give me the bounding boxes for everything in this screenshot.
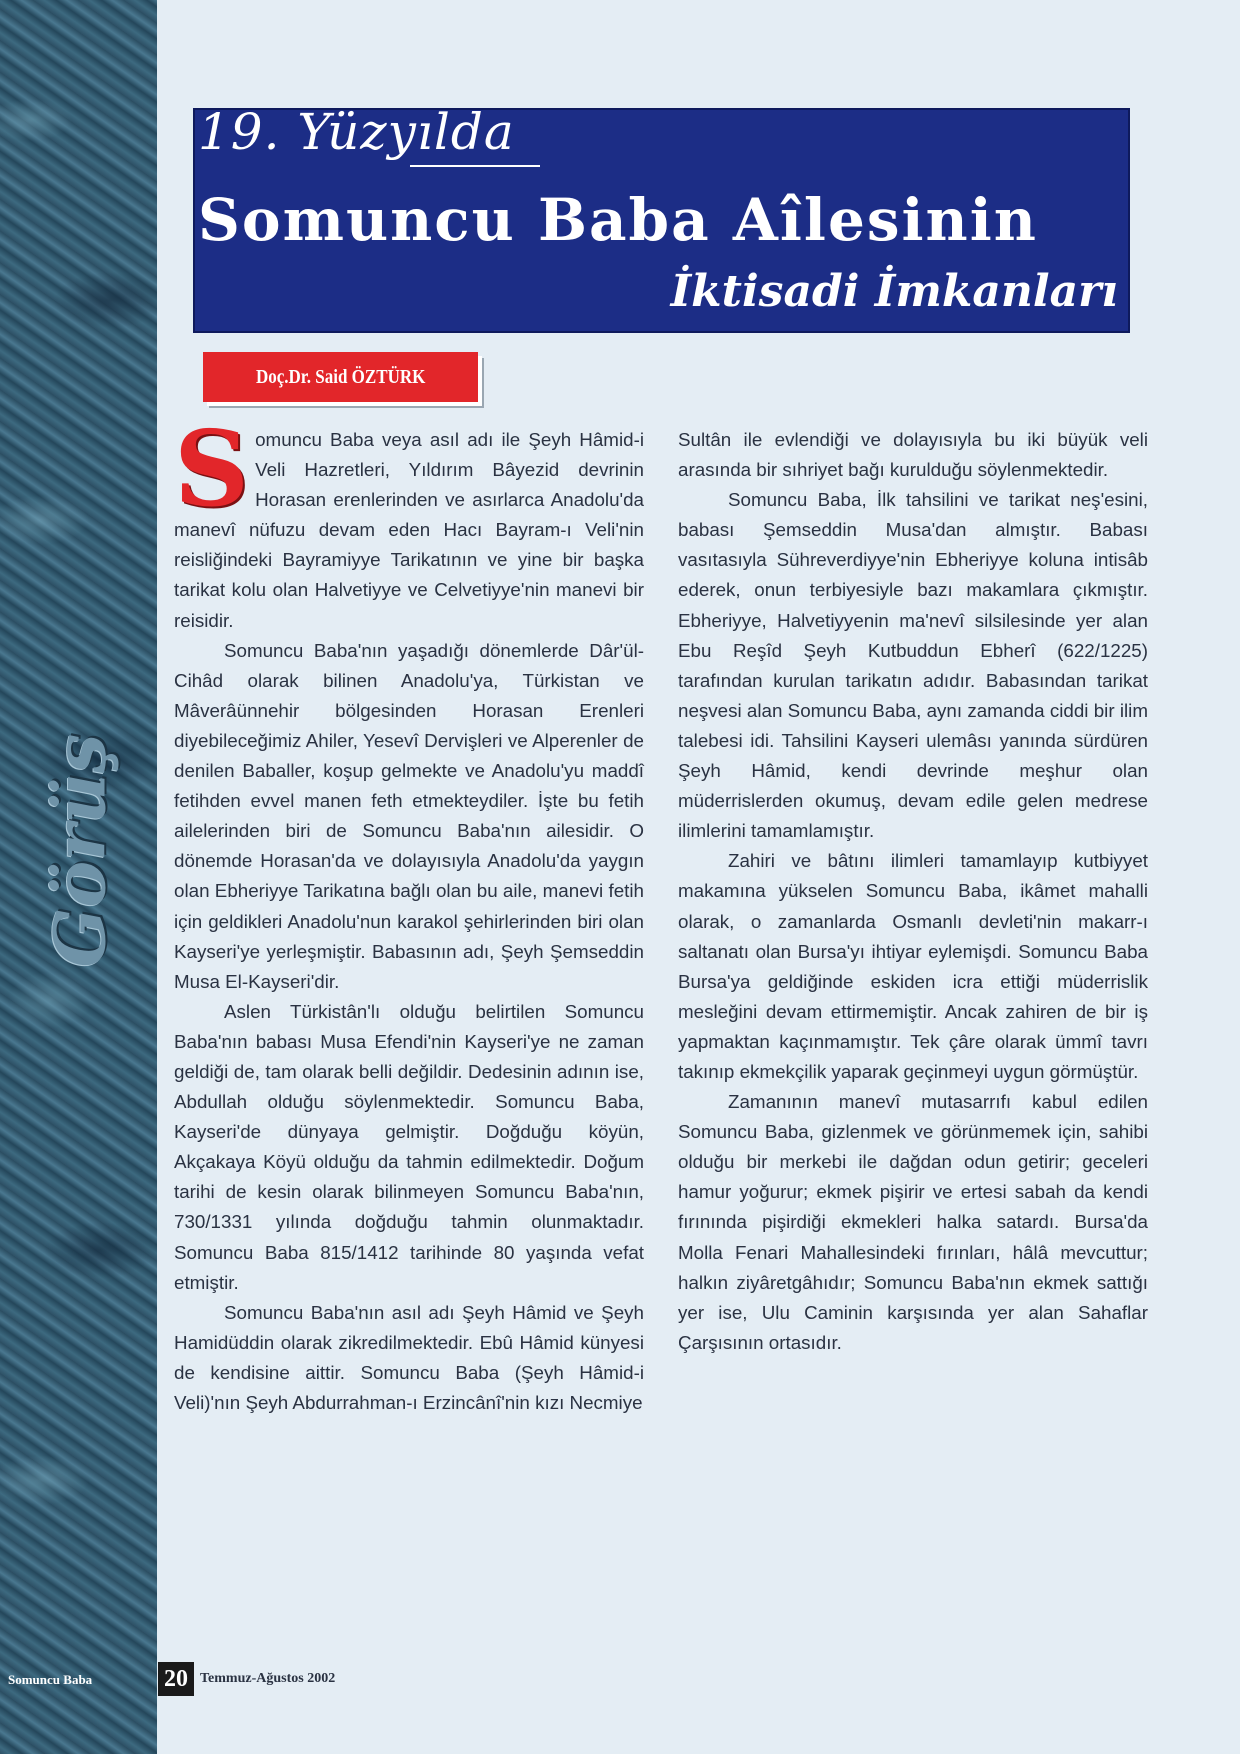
article-column-right: [678, 425, 1148, 1358]
author-badge: [203, 352, 478, 402]
paragraph: Somuncu Baba'nın yaşadığı dönemlerde Dâr'ül-Cihâd olarak bilinen Anadolu'ya, Türkistan ve Mâverâünnehir bölgesinden Horasan Erenleri diyebileceğimiz Ahiler, Yesevî Dervişleri ve Alperenler de denilen Baballer, koşup gelmekte ve Anadolu'yu maddî fetihden evvel manen feth etmekteydiler. İşte bu fetih ailelerinden biri de Somuncu Baba'nın ailesidir. O dönemde Horasan'da ve dolayısıyla Anadolu'da yaygın olan Ebheriyye Tarikatına bağlı olan bu aile, manevi fetih için geldikleri Anadolu'nun karakol şehirlerinden biri olan Kayseri'ye yerleşmiştir. Babasının adı, Şeyh Şemseddin Musa El-Kayseri'dir.: [174, 639, 644, 992]
paragraph-text: omuncu Baba veya asıl adı ile Şeyh Hâmid-i Veli Hazretleri, Yıldırım Bâyezid devrinin Horasan erenlerinden ve asırlarca Anadolu'da manevî nüfuzu devam eden Hacı Bayram-ı Veli'nin reisliğindeki Bayramiyye Tarikatının ve yine bir başka tarikat kolu olan Halvetiyye ve Celvetiyye'nin manevi bir reisidir.: [174, 429, 644, 631]
paragraph: [174, 407, 644, 636]
paragraph: Somuncu Baba, İlk tahsilini ve tarikat neş'esini, babası Şemseddin Musa'dan almıştır. Babası vasıtasıyla Sühreverdiyye'nin Ebheriyye koluna intisâb ederek, onun terbiyesiyle bazı makamlara çıkmıştır. Ebheriyye, Halvetiyyenin ma'nevî silsilesinde yer alan Ebu Reşîd Şeyh Kutbuddun Ebherî (622/1225) tarafından kurulan tarikatın adıdır. Babasından tarikat neşvesi alan Somuncu Baba, aynı zamanda ciddi bir ilim talebesi idi. Tahsilini Kayseri ulemâsı yanında sürdüren Şeyh Hâmid, kendi devrinde meşhur olan müderrislerden okumuş, devam edile gelen medrese ilimlerini tamamlamıştır.: [678, 489, 1148, 842]
title-line-2: Somuncu Baba Aîlesinin: [198, 186, 1038, 254]
title-line-1: 19. Yüzyılda: [198, 103, 515, 161]
issue-date: Temmuz-Ağustos 2002: [200, 1671, 336, 1686]
title-line-3: İktisadi İmkanları: [670, 266, 1118, 317]
drop-cap: S: [174, 407, 250, 530]
author-name: Doç.Dr. Said ÖZTÜRK: [255, 365, 426, 388]
page-number: 20: [158, 1662, 194, 1696]
paragraph: Somuncu Baba'nın asıl adı Şeyh Hâmid ve Şeyh Hamidüddin olarak zikredilmektedir. Ebû Hâmid künyesi de kendisine aittir. Somuncu Baba (Şeyh Hâmid-i Veli)'nın Şeyh Abdurrahman-ı Erzincânî'nin kızı Necmiye: [174, 1301, 644, 1413]
footer-magazine-name: Somuncu Baba: [8, 1672, 93, 1687]
paragraph: Zamanının manevî mutasarrıfı kabul edilen Somuncu Baba, gizlenmek ve görünmemek için, sahibi olduğu bir merkebi ile dağdan odun getirir; geceleri hamur yoğurur; ekmek pişirir ve ertesi sabah da kendi fırınında pişirdiği ekmekleri halka satardı. Bursa'da Molla Fenari Mahallesindeki fırınları, hâlâ mevcuttur; halkın ziyâretgâhıdır; Somuncu Baba'nın ekmek sattığı yer ise, Ulu Caminin karşısında yer alan Sahaflar Çarşısının ortasıdır.: [678, 1091, 1148, 1353]
title-underline: [410, 165, 540, 167]
section-label-text: Görüş: [38, 733, 122, 967]
article-column-left: [174, 407, 644, 1418]
paragraph: Zahiri ve bâtını ilimleri tamamlayıp kutbiyyet makamına yükselen Somuncu Baba, ikâmet mahalli olarak, o zamanlarda Osmanlı devleti'nin makarr-ı saltanatı olan Bursa'yı ihtiyar eylemişdi. Somuncu Baba Bursa'ya geldiğinde eskiden icra ettiği müderrislik mesleğini devam ettirmemiştir. Ancak zahiren de bir iş yapmaktan kaçınmamıştır. Tek çâre olarak ümmî tavrı takınıp ekmekçilik yaparak geçinmeyi uygun görmüştür.: [678, 850, 1148, 1082]
section-label: [30, 720, 130, 980]
paragraph: Sultân ile evlendiği ve dolayısıyla bu iki büyük veli arasında bir sıhriyet bağı kurulduğu söylenmektedir.: [678, 429, 1148, 481]
paragraph: Aslen Türkistân'lı olduğu belirtilen Somuncu Baba'nın babası Musa Efendi'nin Kayseri'ye ne zaman geldiği de, tam olarak belli değildir. Dedesinin adının ise, Abdullah olduğu söylenmektedir. Somuncu Baba, Kayseri'de dünyaya gelmiştir. Doğduğu köyün, Akçakaya Köyü olduğu da tahmin edilmektedir. Doğum tarihi de kesin olarak bilinmeyen Somuncu Baba'nın, 730/1331 yılında doğduğu tahmin olunmaktadır. Somuncu Baba 815/1412 tarihinde 80 yaşında vefat etmiştir.: [174, 1000, 644, 1293]
